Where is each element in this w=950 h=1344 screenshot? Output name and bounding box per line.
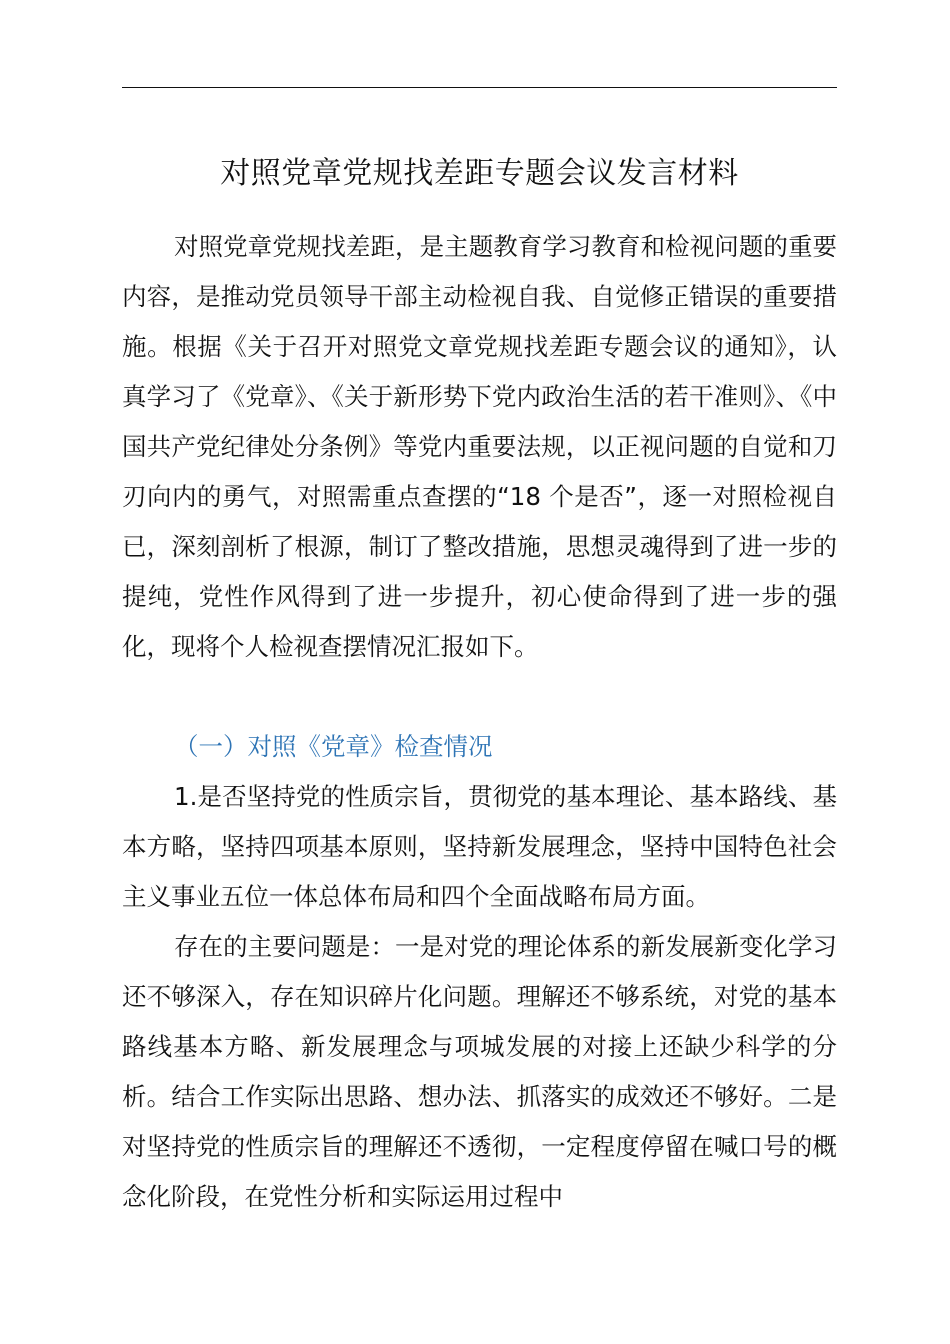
problems-paragraph: 存在的主要问题是：一是对党的理论体系的新发展新变化学习还不够深入，存在知识碎片化问题。理解还不够系统，对党的基本路线基本方略、新发展理念与项城发展的对接上还缺少科学的分析。结合工作实际出思路、想办法、抓落实的成效还不够好。二是对坚持党的性质宗旨的理解还不透彻，一定程度停留在喊口号的概念化阶段，在党性分析和实际运用过程中 [122,932,837,1211]
document-title: 对照党章党规找差距专题会议发言材料 [220,156,739,191]
section-heading: （一）对照《党章》检查情况 [174,732,493,761]
item-1-paragraph: 1.是否坚持党的性质宗旨，贯彻党的基本理论、基本路线、基本方略，坚持四项基本原则，坚持新发展理念，坚持中国特色社会主义事业五位一体总体布局和四个全面战略布局方面。 [122,782,837,911]
intro-paragraph: 对照党章党规找差距，是主题教育学习教育和检视问题的重要内容，是推动党员领导干部主动检视自我、自觉修正错误的重要措施。根据《关于召开对照党文章党规找差距专题会议的通知》，认真学习了《党章》、《关于新形势下党内政治生活的若干准则》、《中国共产党纪律处分条例》等党内重要法规，以正视问题的自觉和刀刃向内的勇气，对照需重点查摆的“18 个是否”，逐一对照检视自已，深刻剖析了根源，制订了整改措施，思想灵魂得到了进一步的提纯，党性作风得到了进一步提升，初心使命得到了进一步的强化，现将个人检视查摆情况汇报如下。 [122,232,837,661]
header-rule [122,87,837,88]
